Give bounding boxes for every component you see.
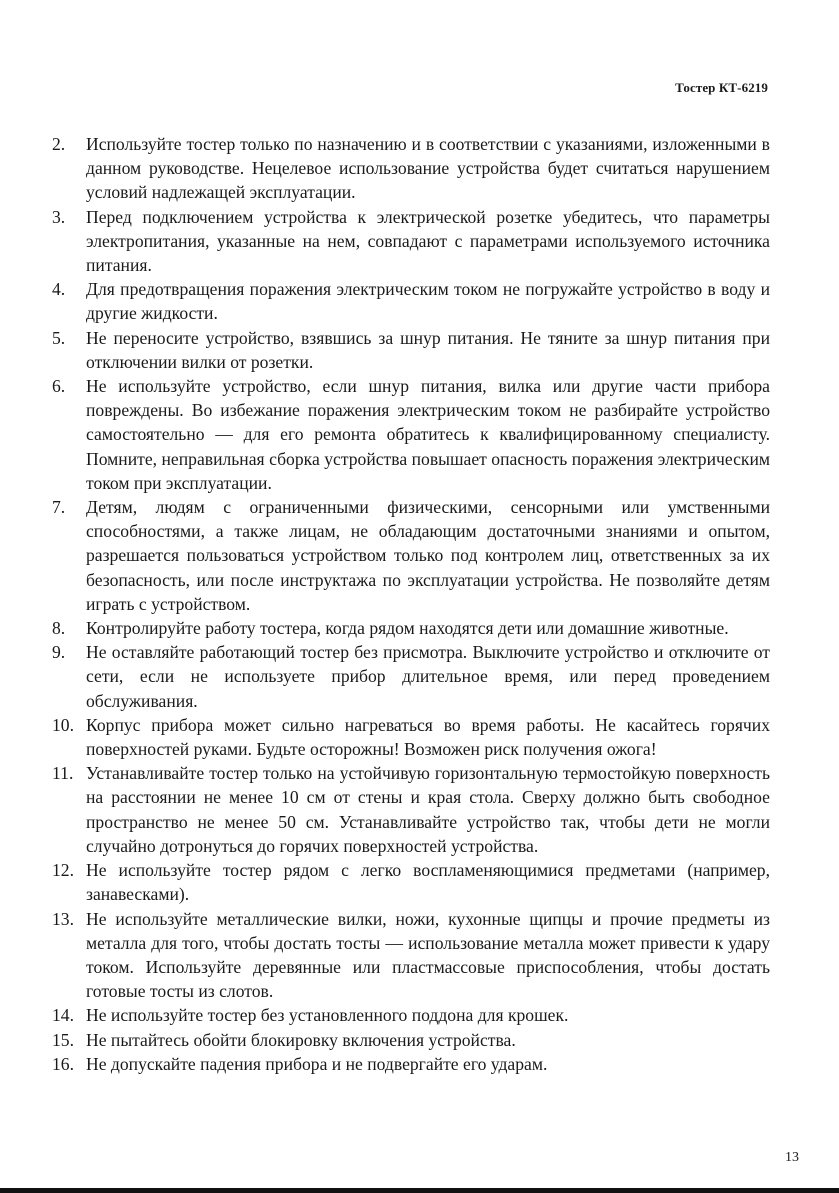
list-item: [52, 761, 770, 858]
item-number: 8.: [52, 618, 66, 639]
item-number: 10.: [52, 714, 74, 735]
item-text: Не допускайте падения прибора и не подвергайте его ударам.: [86, 1053, 548, 1074]
item-text: Для предотвращения поражения электрическим током не погружайте устройство в воду и другие жидкости.: [86, 279, 770, 324]
item-number: 13.: [52, 908, 74, 929]
instruction-list: [52, 132, 770, 1076]
item-number: 2.: [52, 134, 66, 154]
list-item: [52, 1028, 770, 1052]
list-item: [52, 132, 770, 205]
item-text: Корпус прибора может сильно нагреваться во время работы. Не касайтесь горячих поверхностей руками. Будьте осторожны! Возможен риск получения ожога!: [86, 714, 770, 760]
item-text: Не используйте устройство, если шнур питания, вилка или другие части прибора повреждены. Во избежание поражения электрическим током не разбирайте устройство самостоятельно — для его ремонта обратитесь к квалифицированному специалисту. Помните, неправильная сборка устройства повышает опасность поражения электрическим током при эксплуатации.: [86, 376, 770, 493]
item-number: 16.: [52, 1053, 74, 1074]
item-text: Не используйте тостер рядом с легко воспламеняющимися предметами (например, занавесками).: [86, 860, 770, 905]
item-text: Перед подключением устройства к электрической розетке убедитесь, что параметры электропитания, указанные на нем, совпадают с параметрами используемого источника питания.: [86, 206, 770, 276]
item-number: 11.: [52, 763, 74, 784]
item-number: 7.: [52, 497, 66, 518]
list-item: [52, 640, 770, 713]
item-number: 12.: [52, 860, 74, 881]
item-text: Не переносите устройство, взявшись за шнур питания. Не тяните за шнур питания при отключении вилки от розетки.: [86, 327, 770, 372]
item-number: 15.: [52, 1029, 74, 1050]
item-text: Не используйте металлические вилки, ножи, кухонные щипцы и прочие предметы из металла для того, чтобы достать тосты — использование металла может привести к удару током. Используйте деревянные или пластмассовые приспособления, чтобы достать готовые тосты из слотов.: [86, 908, 770, 1002]
list-item: [52, 205, 770, 278]
item-number: 6.: [52, 376, 66, 397]
page-header-title: Тостер КТ-6219: [675, 80, 768, 95]
page-number: 13: [785, 1150, 799, 1165]
item-text: Устанавливайте тостер только на устойчивую горизонтальную термостойкую поверхность на расстоянии не менее 10 см от стены и края стола. Сверху должно быть свободное пространство не менее 50 см. Устанавливайте устройство так, чтобы дети не могли случайно дотронуться до горячих поверхностей устройства.: [86, 763, 770, 856]
item-number: 9.: [52, 642, 66, 663]
list-item: [52, 713, 770, 761]
item-text: Контролируйте работу тостера, когда рядом находятся дети или домашние животные.: [86, 618, 729, 639]
list-item: [52, 326, 770, 374]
list-item: [52, 1052, 770, 1076]
bottom-divider: [0, 1188, 839, 1193]
list-item: [52, 616, 770, 640]
item-text: Не оставляйте работающий тостер без присмотра. Выключите устройство и отключите от сети, если не используете прибор длительное время, или перед проведением обслуживания.: [86, 642, 770, 711]
item-text: Используйте тостер только по назначению и в соответствии с указаниями, изложенными в данном руководстве. Нецелевое использование устройства будет считаться нарушением условий надлежащей эксплуатации.: [86, 134, 770, 203]
item-number: 4.: [52, 279, 66, 300]
item-text: Детям, людям с ограниченными физическими, сенсорными или умственными способностями, а также лицам, не обладающим достаточными знаниями и опытом, разрешается пользоваться устройством только под контролем лиц, ответственных за их безопасность, или после инструктажа по эксплуатации устройства. Не позволяйте детям играть с устройством.: [86, 497, 770, 614]
item-text: Не используйте тостер без установленного поддона для крошек.: [86, 1005, 569, 1026]
item-number: 14.: [52, 1005, 74, 1026]
list-item: [52, 858, 770, 906]
item-number: 3.: [52, 206, 66, 227]
item-text: Не пытайтесь обойти блокировку включения устройства.: [86, 1029, 516, 1050]
item-number: 5.: [52, 327, 66, 348]
safety-instructions: [52, 132, 770, 1076]
list-item: [52, 374, 770, 495]
list-item: [52, 495, 770, 616]
list-item: [52, 277, 770, 325]
list-item: [52, 1003, 770, 1027]
list-item: [52, 907, 770, 1004]
